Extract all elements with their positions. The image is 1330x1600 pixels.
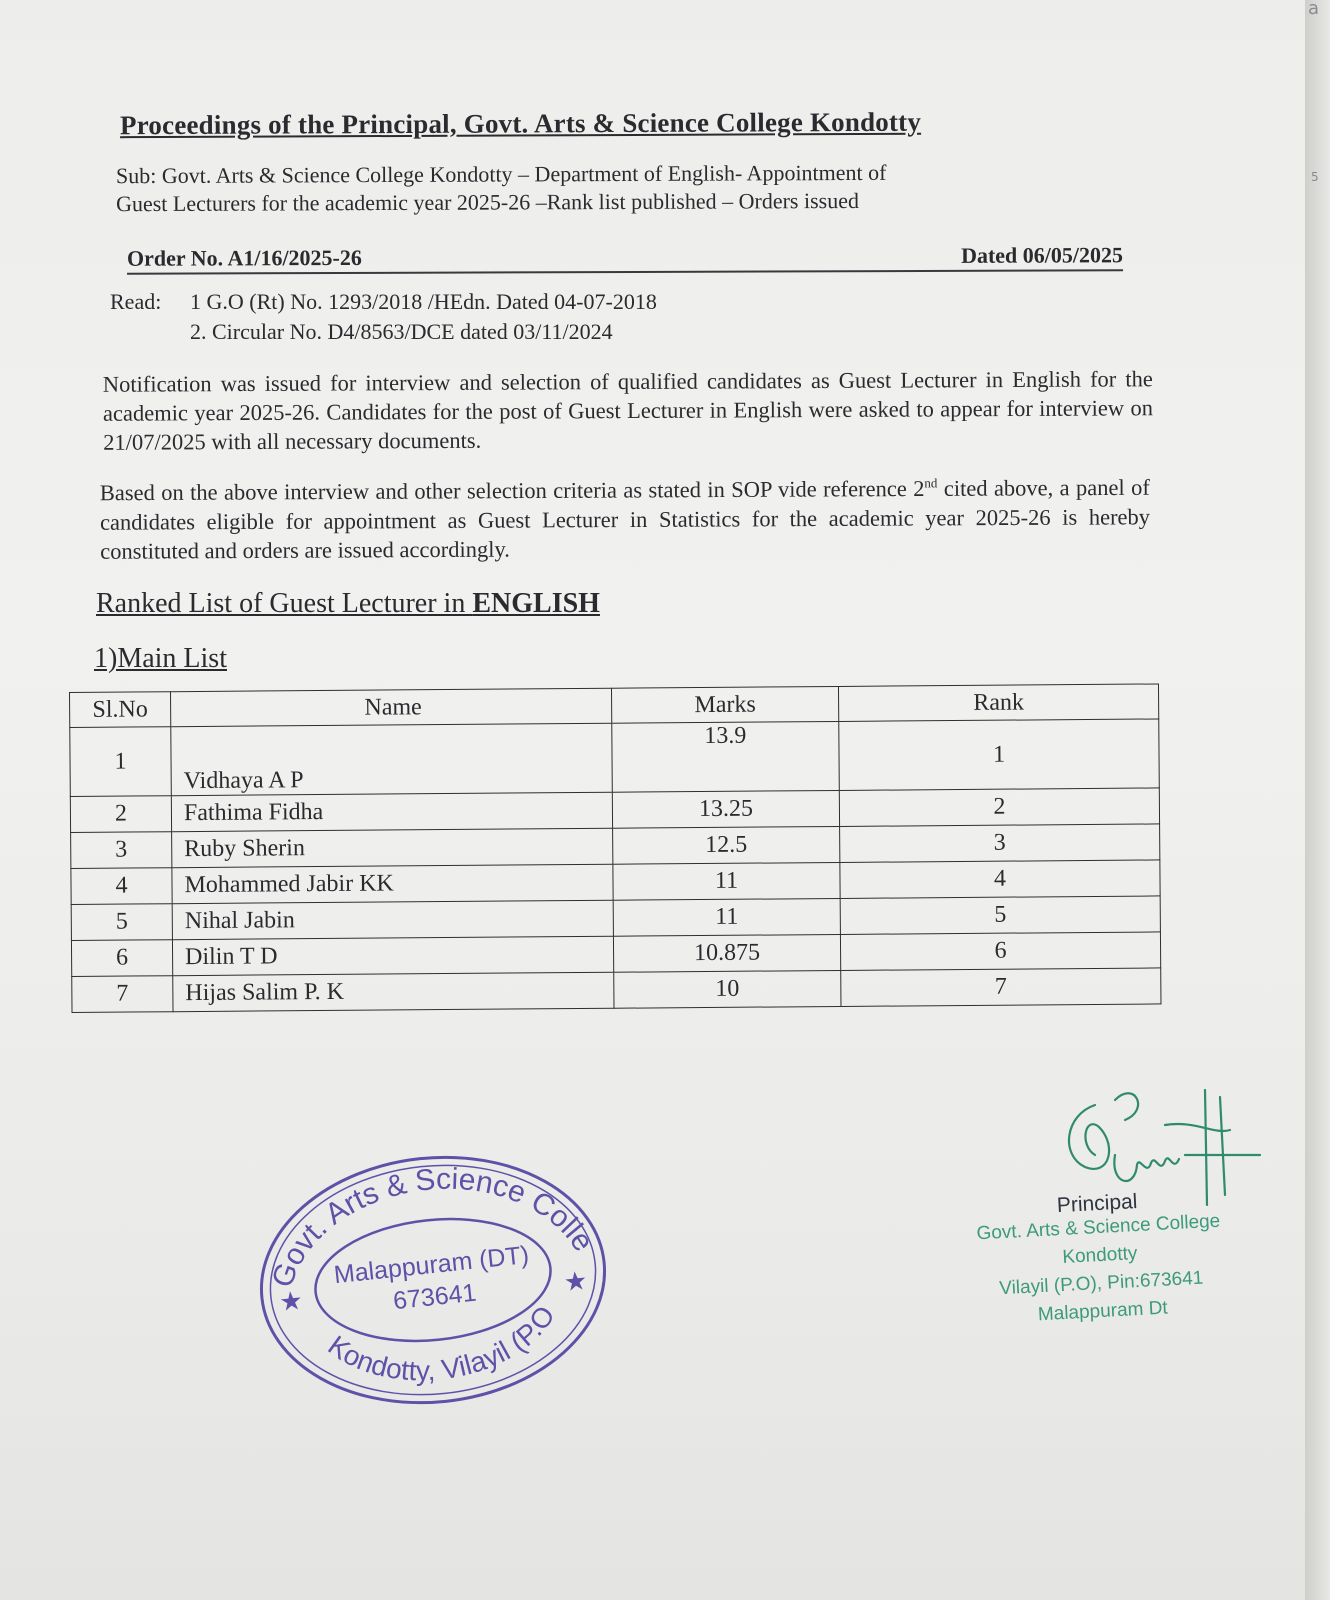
cell-marks: 11	[613, 898, 840, 936]
column-header-rank: Rank	[838, 684, 1158, 722]
ranked-list-heading	[96, 588, 600, 620]
cell-marks: 10.875	[613, 934, 840, 972]
ranked-list-subject: ENGLISH	[472, 588, 600, 619]
cell-marks: 13.9	[612, 721, 840, 792]
paragraph-panel-text-b: cited above, a panel of candidates eligible for appointment as Guest Lecturer in Statistics for the academic year 2025-26 is hereby constituted and orders are issued accordingly.	[99, 474, 1151, 564]
reference-1: 1 G.O (Rt) No. 1293/2018 /HEdn. Dated 04-07-2018	[190, 289, 657, 314]
rank-table	[69, 683, 1161, 1013]
order-number: Order No. A1/16/2025-26	[126, 244, 362, 271]
table-row	[72, 968, 1161, 1013]
margin-mark-5: 5	[1311, 170, 1319, 184]
cell-slno: 6	[71, 940, 172, 977]
cell-name: Mohammed Jabir KK	[172, 864, 613, 903]
reference-2: 2. Circular No. D4/8563/DCE dated 03/11/2024	[190, 319, 613, 344]
cell-slno: 4	[71, 868, 172, 905]
paragraph-panel	[100, 467, 1150, 565]
background-page-edge	[1305, 0, 1330, 1600]
cell-marks: 13.25	[612, 790, 839, 828]
subject-line-2: Guest Lecturers for the academic year 2025-26 –Rank list published – Orders issued	[116, 187, 860, 217]
seal-district: Malappuram (DT)	[332, 1240, 531, 1290]
cell-name: Dilin T D	[172, 936, 613, 975]
read-label: Read:	[110, 289, 162, 314]
paragraph-notification: Notification was issued for interview and selection of qualified candidates as Guest Lecturer in English for the academic year 2025-26. Candidates for the post of Guest Lecturer in English were asked to appear for interview on 21/07/2025 with all necessary documents.	[102, 366, 1154, 455]
cell-slno: 3	[71, 832, 172, 869]
column-header-name: Name	[171, 688, 612, 726]
seal-bottom-text: Kondotty, Vilayil (P.O)	[322, 1300, 561, 1387]
principal-office-stamp	[937, 1182, 1264, 1335]
ranked-list-heading-prefix: Ranked List of Guest Lecturer in	[96, 588, 473, 619]
cell-slno: 2	[70, 796, 171, 833]
cell-rank: 4	[840, 860, 1160, 899]
cell-slno: 5	[71, 904, 172, 941]
column-header-slno: Sl.No	[70, 692, 171, 728]
order-date: Dated 06/05/2025	[960, 242, 1124, 268]
table-row	[70, 719, 1160, 797]
main-list-label: 1)Main List	[94, 643, 227, 674]
cell-name: Vidhaya A P	[171, 723, 613, 795]
cell-rank: 6	[840, 932, 1160, 971]
principal-label: Principal	[1056, 1189, 1138, 1218]
read-references	[110, 287, 657, 347]
cell-slno: 1	[70, 727, 172, 797]
stamp-line-college: Govt. Arts & Science College	[976, 1210, 1221, 1245]
margin-mark-a: a	[1308, 0, 1320, 19]
cell-name: Ruby Sherin	[172, 828, 613, 867]
superscript: nd	[924, 475, 938, 491]
seal-top-text: Govt. Arts & Science College	[265, 1162, 600, 1292]
stamp-line-place: Kondotty	[1061, 1243, 1138, 1268]
college-seal-stamp	[248, 1145, 618, 1415]
cell-marks: 12.5	[613, 826, 840, 864]
seal-star-left-icon: ★	[277, 1284, 305, 1318]
cell-marks: 10	[614, 970, 841, 1008]
subject	[116, 158, 1116, 218]
cell-rank: 7	[841, 968, 1161, 1007]
stamp-line-district: Malappuram Dt	[1037, 1297, 1169, 1326]
cell-name: Hijas Salim P. K	[173, 972, 614, 1011]
cell-name: Fathima Fidha	[171, 792, 612, 831]
cell-rank: 2	[839, 788, 1159, 827]
stamp-line-postoffice: Vilayil (P.O), Pin:673641	[998, 1267, 1204, 1300]
column-header-marks: Marks	[611, 686, 838, 723]
order-line	[127, 242, 1123, 274]
paragraph-panel-text-a: Based on the above interview and other selection criteria as stated in SOP vide reference 2	[99, 475, 925, 506]
cell-marks: 11	[613, 862, 840, 900]
cell-rank: 5	[840, 896, 1160, 935]
cell-name: Nihal Jabin	[172, 900, 613, 939]
seal-pin: 673641	[391, 1278, 478, 1316]
subject-line-1: Sub: Govt. Arts & Science College Kondotty – Department of English- Appointment of	[115, 159, 887, 189]
cell-rank: 1	[839, 719, 1160, 791]
cell-rank: 3	[840, 824, 1160, 863]
cell-slno: 7	[72, 976, 173, 1013]
seal-star-right-icon: ★	[562, 1264, 589, 1298]
document-title: Proceedings of the Principal, Govt. Arts & Science College Kondotty	[119, 106, 922, 141]
